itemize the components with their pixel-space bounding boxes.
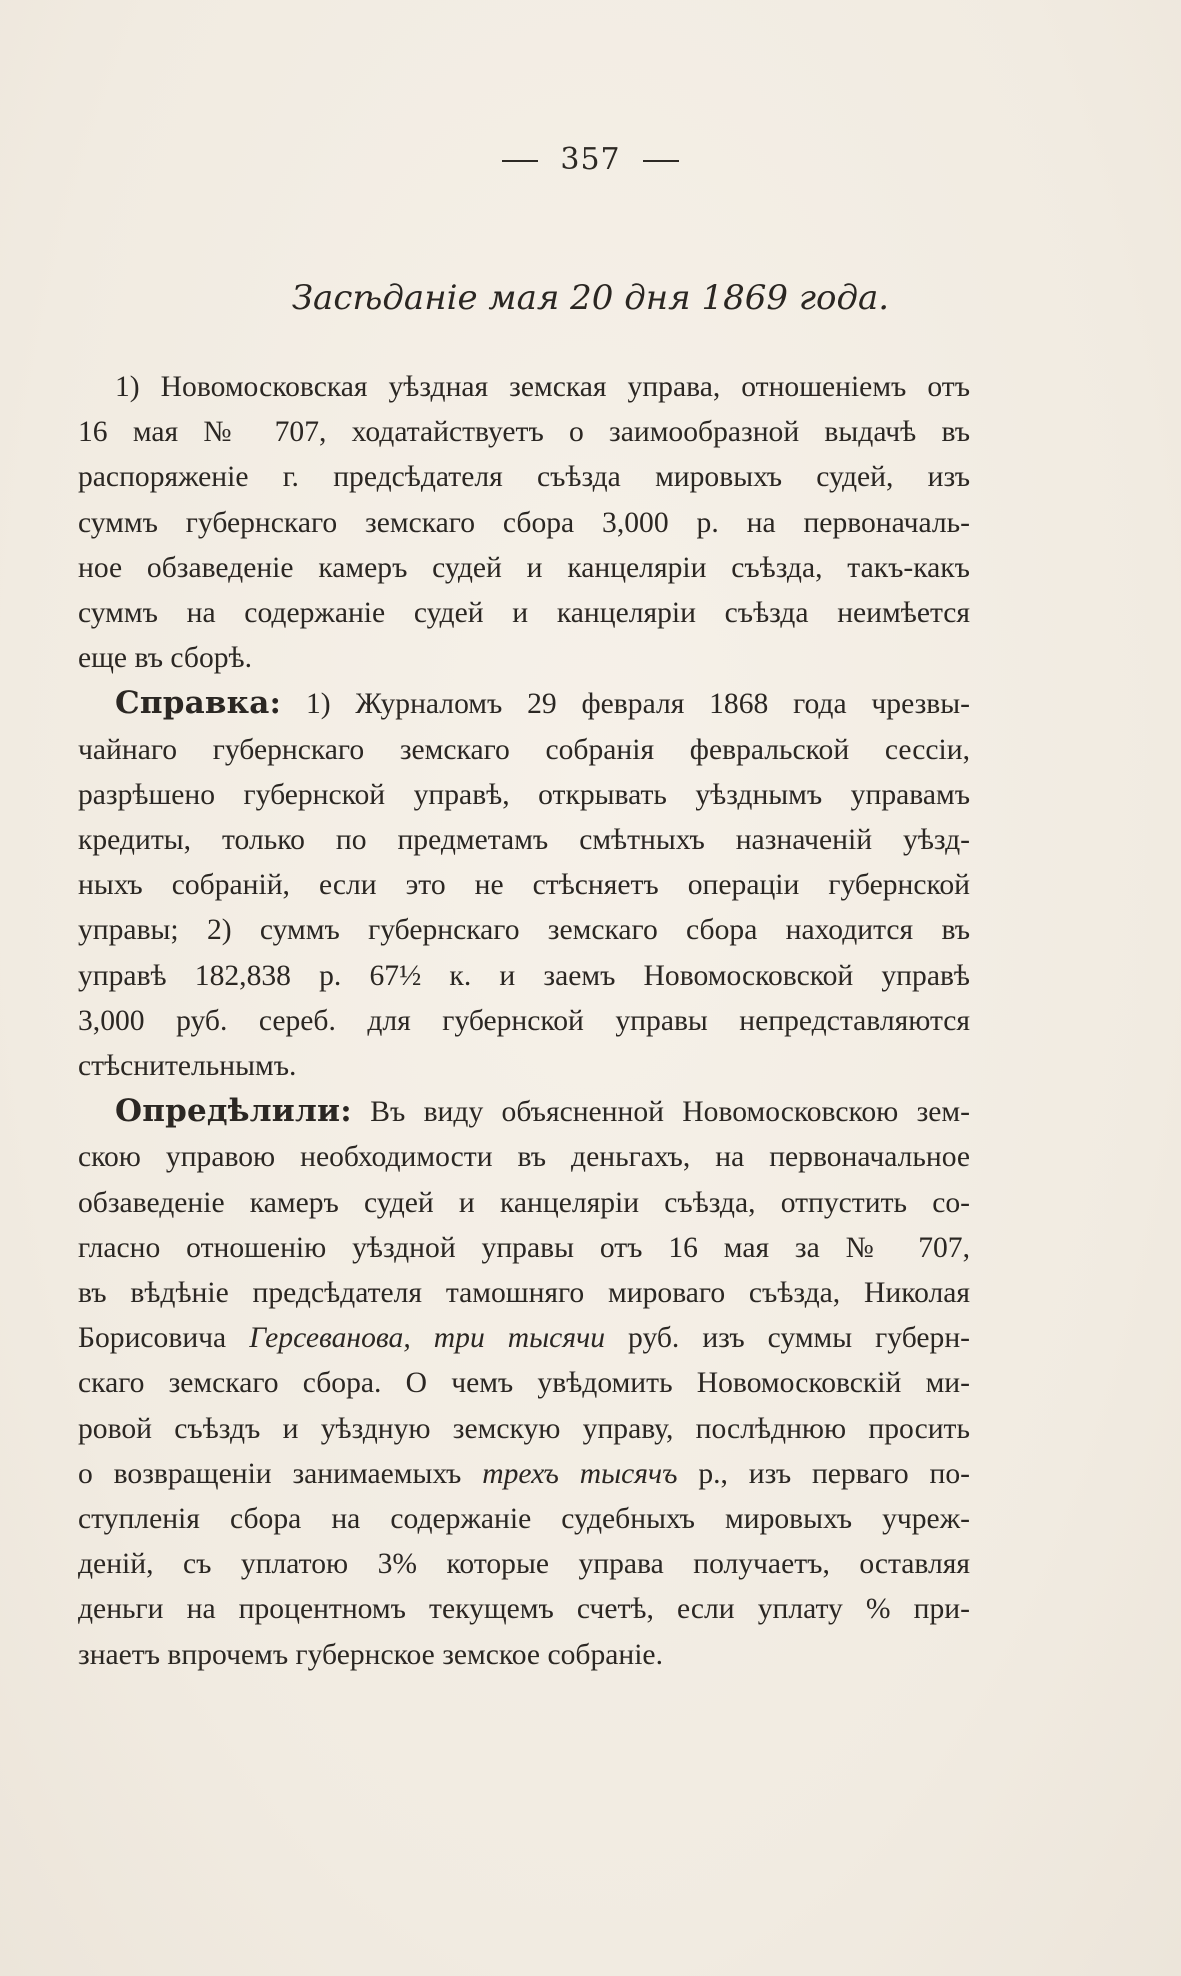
text-line: 16 мая № 707, ходатайствуетъ о заимообразной выдачѣ въ	[78, 416, 970, 449]
resolution-first-line: Въ виду объясненной Новомосковскою зем-	[370, 1096, 970, 1129]
page-number-dash-left	[502, 160, 538, 162]
text-line: распоряженіе г. предсѣдателя съѣзда мировыхъ судей, изъ	[78, 461, 970, 494]
text-line: деньги на процентномъ текущемъ счетѣ, если уплату % при-	[78, 1593, 970, 1626]
text-line: управѣ 182,838 р. 67½ к. и заемъ Новомосковской управѣ	[78, 959, 970, 992]
text-line: ступленія сбора на содержаніе судебныхъ мировыхъ учреж-	[78, 1503, 970, 1536]
text-line: скаго земскаго сбора. О чемъ увѣдомить Новомосковскій ми-	[78, 1367, 970, 1400]
text-segment: Борисовича	[78, 1322, 227, 1355]
text-line: стѣснительнымъ.	[78, 1050, 297, 1083]
text-line: деній, съ уплатою 3% которые управа получаетъ, оставляя	[78, 1548, 970, 1581]
text-line: ныхъ собраній, если это не стѣсняетъ операціи губернской	[78, 869, 970, 902]
paragraph-reference	[78, 681, 970, 1089]
text-line	[78, 681, 970, 727]
text-line: знаетъ впрочемъ губернское земское собраніе.	[78, 1638, 663, 1671]
text-line: суммъ губернскаго земскаго сбора 3,000 р. на первоначаль-	[78, 506, 970, 539]
document-body	[78, 365, 970, 1678]
reference-lead: Справка:	[115, 685, 282, 722]
text-line: ровой съѣздъ и уѣздную земскую управу, послѣднюю просить	[78, 1412, 970, 1445]
reference-first-line: 1) Журналомъ 29 февраля 1868 года чрезвы-	[305, 688, 970, 721]
text-line: 1) Новомосковская уѣздная земская управа, отношеніемъ отъ	[115, 371, 970, 403]
text-line	[78, 1452, 970, 1497]
text-line: 3,000 руб. сереб. для губернской управы непредставляются	[78, 1004, 970, 1037]
text-line: разрѣшено губернской управѣ, открывать уѣзднымъ управамъ	[78, 778, 970, 811]
session-heading: Засѣданіе мая 20 дня 1869 года.	[291, 278, 890, 318]
amount-three-thousand-return: трехъ тысячъ	[482, 1457, 678, 1490]
text-line: еще въ сборѣ.	[78, 642, 253, 675]
page-number-value: 357	[560, 142, 621, 177]
page-number-dash-right	[643, 160, 679, 162]
paragraph-resolution	[78, 1089, 970, 1678]
text-line: кредиты, только по предметамъ смѣтныхъ назначеній уѣзд-	[78, 824, 970, 857]
amount-three-thousand: три тысячи	[433, 1322, 605, 1355]
text-line: чайнаго губернскаго земскаго собранія февральской сессіи,	[78, 733, 970, 766]
text-line: управы; 2) суммъ губернскаго земскаго сбора находится въ	[78, 914, 970, 947]
resolution-lead: Опредѣлили:	[115, 1093, 352, 1130]
text-segment: р., изъ перваго по-	[698, 1457, 970, 1490]
text-line: ное обзаведеніе камеръ судей и канцеляріи съѣзда, такъ-какъ	[78, 551, 970, 584]
page-number	[0, 142, 1181, 177]
text-line: гласно отношенію уѣздной управы отъ 16 мая за № 707,	[78, 1231, 970, 1264]
text-line: въ вѣдѣніе предсѣдателя тамошняго мироваго съѣзда, Николая	[78, 1277, 970, 1310]
paragraph-petition	[78, 365, 970, 681]
text-line: скою управою необходимости въ деньгахъ, на первоначальное	[78, 1141, 970, 1174]
text-line: обзаведеніе камеръ судей и канцеляріи съѣзда, отпустить со-	[78, 1186, 970, 1219]
text-line	[78, 1316, 970, 1361]
chairman-surname: Герсеванова,	[249, 1322, 411, 1355]
text-segment: о возвращеніи занимаемыхъ	[78, 1457, 462, 1490]
text-segment: руб. изъ суммы губерн-	[628, 1322, 971, 1355]
text-line	[78, 1089, 970, 1135]
text-line: суммъ на содержаніе судей и канцеляріи съѣзда неимѣется	[78, 597, 970, 630]
